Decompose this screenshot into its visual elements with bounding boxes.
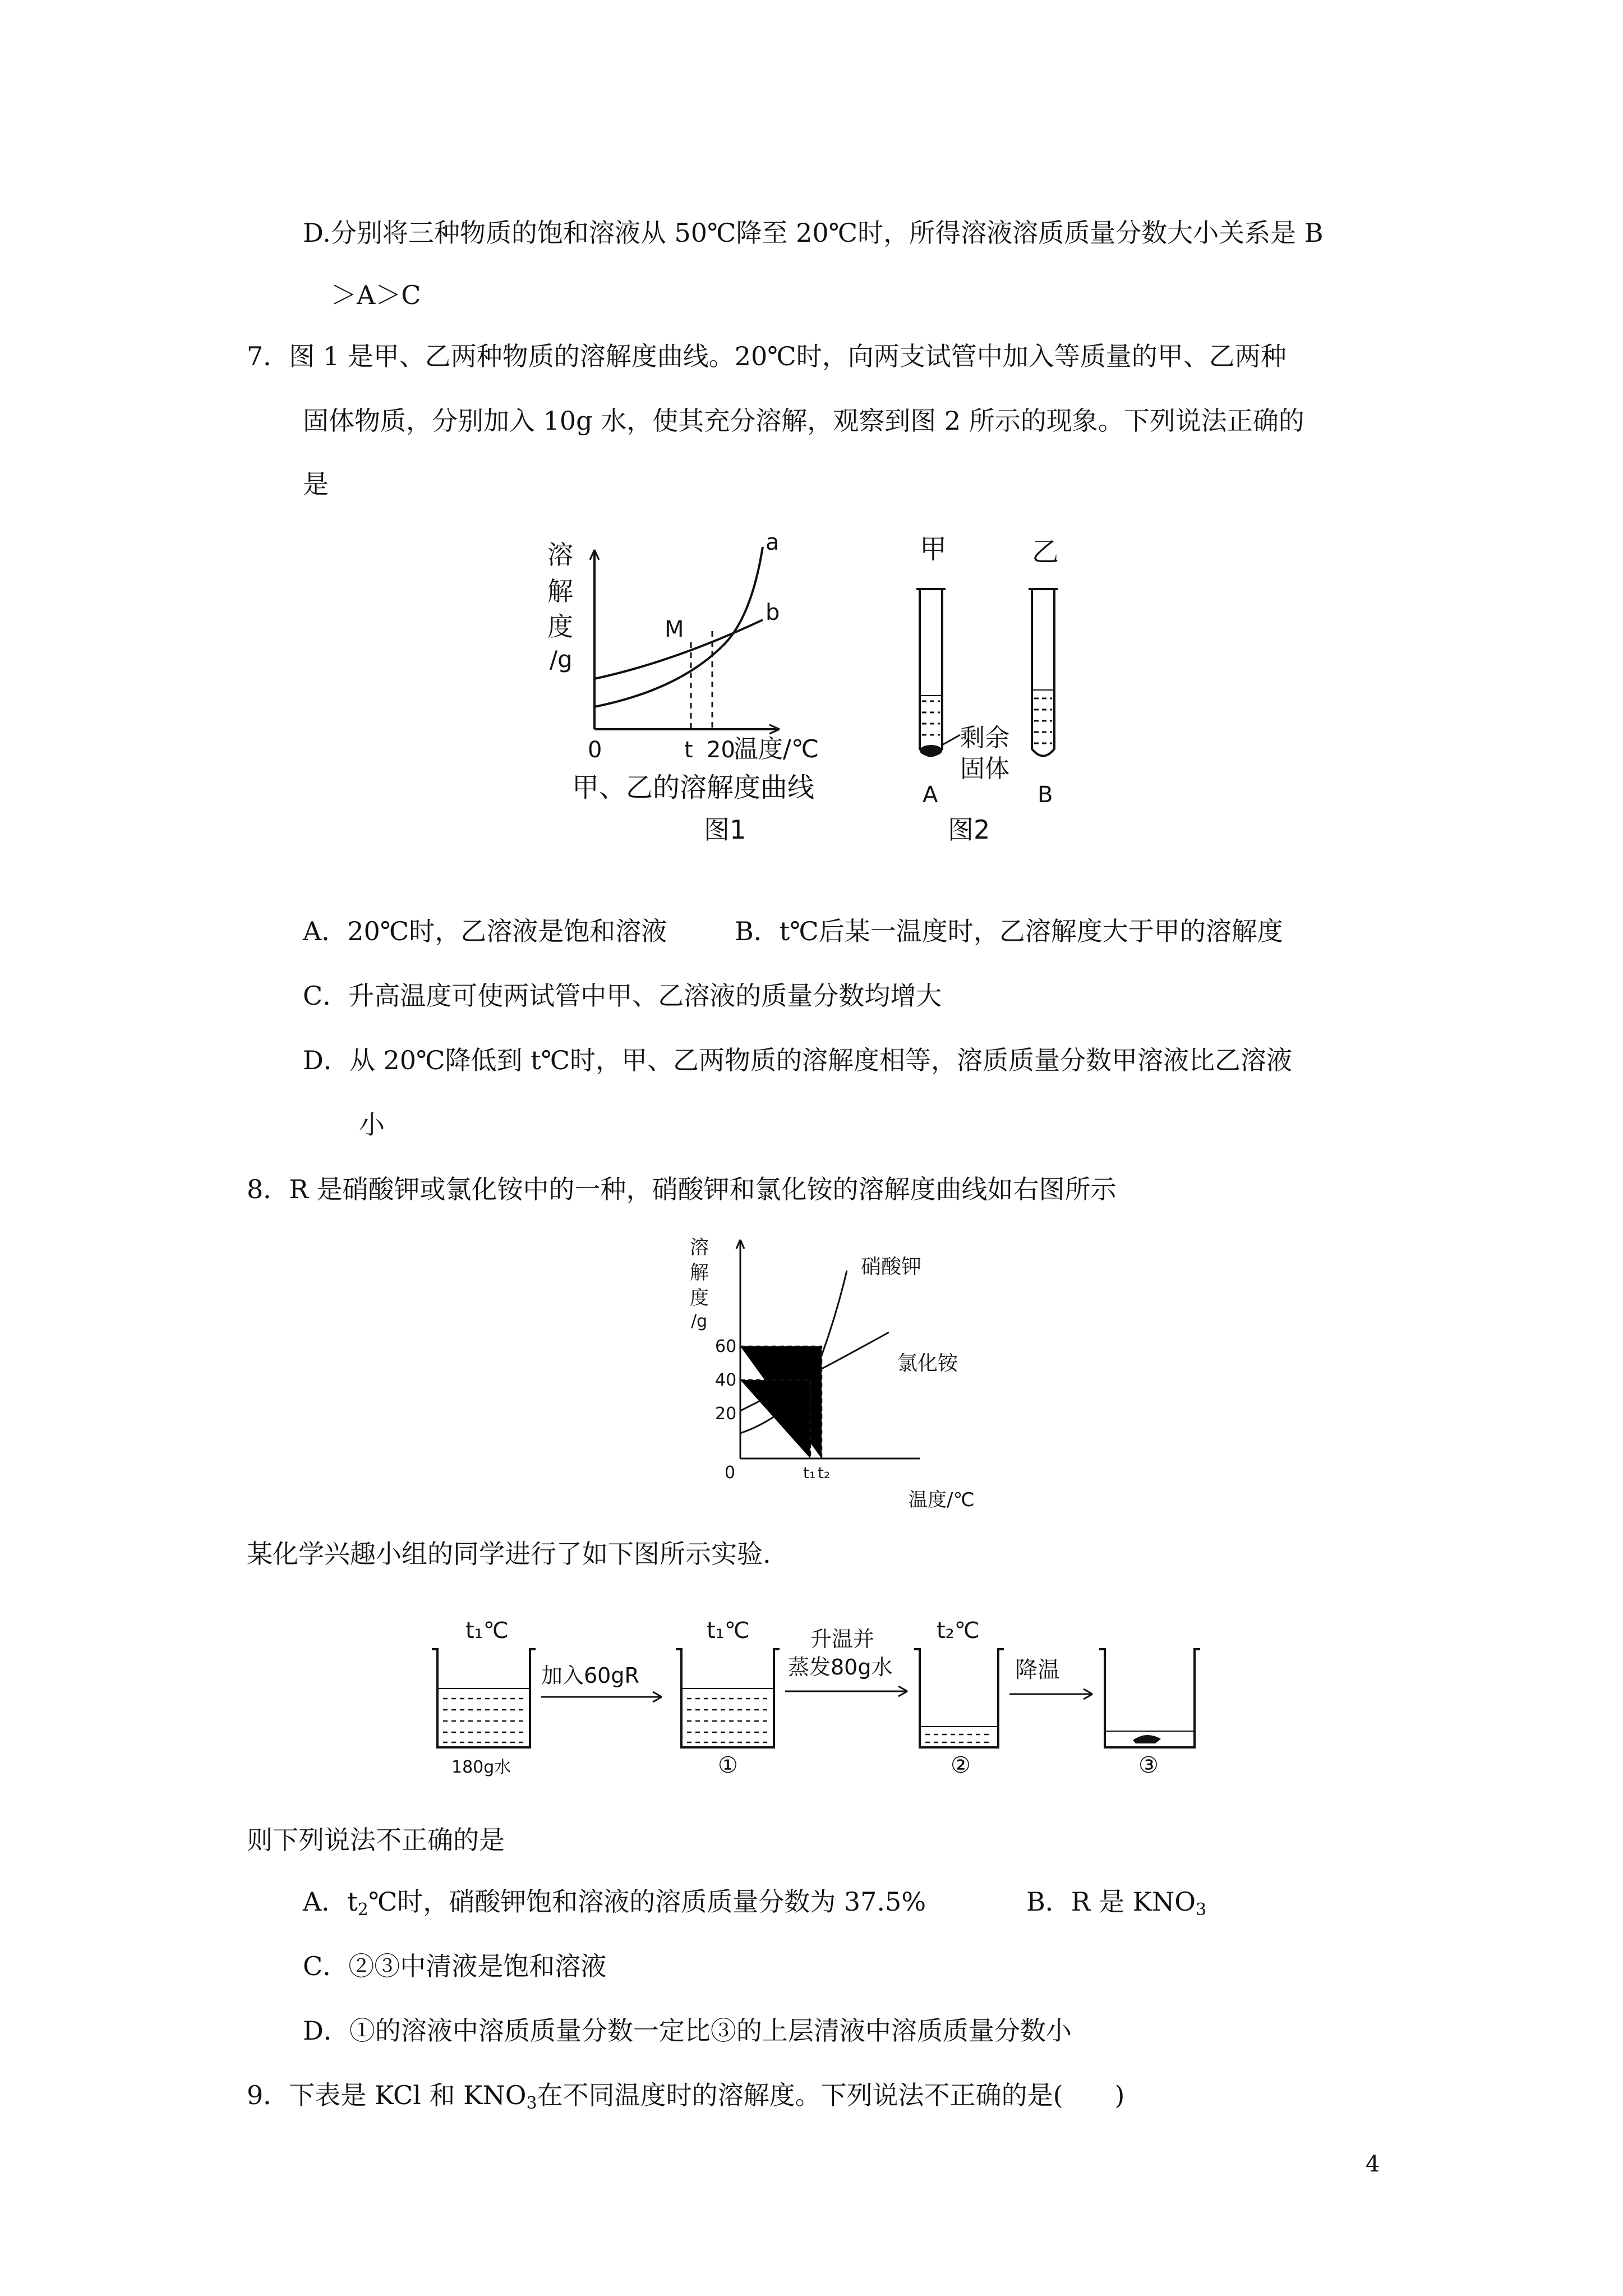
q8-ask: 则下列说法不正确的是: [247, 1825, 505, 1855]
fig2-caption: 图2: [948, 815, 990, 845]
q8-t1: t₁: [803, 1464, 816, 1482]
q6-option-d-line1: D.分别将三种物质的饱和溶液从 50℃降至 20℃时，所得溶液溶质质量分数大小关系是 B: [303, 218, 1324, 248]
exp-temp-3: t₂℃: [937, 1618, 980, 1644]
q8-ytick-40: 40: [715, 1370, 737, 1390]
beaker-3-crystals: [1133, 1735, 1161, 1743]
exp-arrow3-label: 降温: [1015, 1657, 1060, 1683]
fig1-caption: 图1: [704, 815, 746, 845]
fig1-ylabel-1: 溶: [547, 540, 573, 570]
q8-series-kno3: 硝酸钾: [861, 1255, 922, 1278]
q8-ylabel-1: 溶: [690, 1236, 709, 1259]
exp-beaker1-label: ①: [718, 1752, 738, 1778]
exp-water: 180g水: [451, 1757, 511, 1777]
beaker-3: [1099, 1649, 1200, 1747]
fig2-residue-solid: [920, 745, 942, 756]
q7-option-b: B．t℃后某一温度时，乙溶解度大于甲的溶解度: [735, 916, 1283, 946]
fig1-t20-label: 20: [707, 737, 735, 763]
exp-arrow2-label-2: 蒸发80g水: [788, 1655, 893, 1680]
fig1-ylabel-3: 度: [547, 611, 573, 642]
exp-temp-2: t₁℃: [707, 1618, 750, 1644]
q8-solubility-graph: [673, 1223, 987, 1515]
q8-ylabel-4: /g: [691, 1312, 708, 1331]
fig1-xlabel: 温度/℃: [734, 735, 819, 763]
fig2-tube-right-bottom: B: [1038, 782, 1053, 808]
q8-option-c: C．②③中清液是饱和溶液: [303, 1951, 607, 1981]
q8-xlabel: 温度/℃: [909, 1489, 975, 1511]
fig2-tube-left-bottom: A: [923, 782, 938, 808]
q8-ylabel-2: 解: [690, 1262, 709, 1284]
q8-ytick-20: 20: [715, 1404, 737, 1424]
fig1-point-m: M: [665, 616, 684, 642]
q7-option-d-line2: 小: [359, 1110, 385, 1140]
exp-temp-1: t₁℃: [465, 1618, 509, 1644]
exp-beaker3-label: ③: [1138, 1752, 1159, 1778]
q7-stem-line3: 是: [303, 469, 329, 499]
q9-stem: 9．下表是 KCl 和 $KNO_3$在不同温度时的溶解度。下列说法不正确的是( ): [247, 2080, 1125, 2113]
fig1-t-label: t: [684, 737, 693, 763]
q7-figure2: [897, 527, 1088, 853]
exp-arrow1-label: 加入60gR: [541, 1663, 639, 1688]
q6-option-d-line2: ＞A＞C: [331, 280, 421, 310]
q7-figure1: [538, 527, 886, 853]
q8-experiment-diagram: [415, 1599, 1234, 1778]
beaker-2: [914, 1649, 1004, 1747]
q7-stem-line2: 固体物质，分别加入 10g 水，使其充分溶解，观察到图 2 所示的现象。下列说法正确的: [303, 406, 1304, 436]
q7-stem-line1: 7．图 1 是甲、乙两种物质的溶解度曲线。20℃时，向两支试管中加入等质量的甲、乙两种: [247, 341, 1287, 371]
fig2-residue-label-1: 剩余: [960, 724, 1009, 752]
q8-series-nh4cl: 氯化铵: [897, 1352, 958, 1375]
exp-arrow2-label-1: 升温并: [810, 1627, 875, 1651]
fig2-tube-left: [920, 589, 942, 756]
q8-option-d: D．①的溶液中溶质质量分数一定比③的上层清液中溶质质量分数小: [303, 2016, 1072, 2046]
fig1-curve-a-label: a: [766, 530, 780, 555]
fig2-residue-label-2: 固体: [960, 754, 1009, 783]
fig1-curve-b-label: b: [766, 600, 780, 625]
q7-option-d-line1: D．从 20℃降低到 t℃时，甲、乙两物质的溶解度相等，溶质质量分数甲溶液比乙溶液: [303, 1045, 1293, 1075]
q7-option-c: C．升高温度可使两试管中甲、乙溶液的质量分数均增大: [303, 981, 942, 1011]
fig1-title: 甲、乙的溶解度曲线: [572, 772, 815, 803]
q8-ylabel-3: 度: [690, 1287, 709, 1309]
fig1-origin: 0: [588, 737, 602, 763]
fig2-tube-right: [1032, 589, 1054, 756]
q8-experiment-intro: 某化学兴趣小组的同学进行了如下图所示实验.: [247, 1539, 771, 1569]
q8-t2: t₂: [818, 1464, 831, 1482]
q8-origin: 0: [725, 1463, 736, 1483]
q8-ytick-60: 60: [715, 1337, 737, 1356]
q7-option-a: A．20℃时，乙溶液是饱和溶液: [303, 916, 667, 946]
q8-option-b: B．R 是 $KNO_3$: [1026, 1887, 1207, 1920]
q8-stem: 8．R 是硝酸钾或氯化铵中的一种，硝酸钾和氯化铵的溶解度曲线如右图所示: [247, 1174, 1117, 1204]
fig2-tube-left-top: 甲: [920, 533, 947, 565]
fig2-tube-right-top: 乙: [1032, 536, 1059, 568]
q8-option-a: A．$t_2℃$时，硝酸钾饱和溶液的溶质质量分数为 37.5%: [303, 1887, 926, 1920]
fig1-ylabel-2: 解: [547, 576, 573, 606]
exp-beaker2-label: ②: [951, 1752, 971, 1778]
fig1-ylabel-4: /g: [550, 646, 573, 673]
page-number: 4: [1366, 2151, 1380, 2177]
